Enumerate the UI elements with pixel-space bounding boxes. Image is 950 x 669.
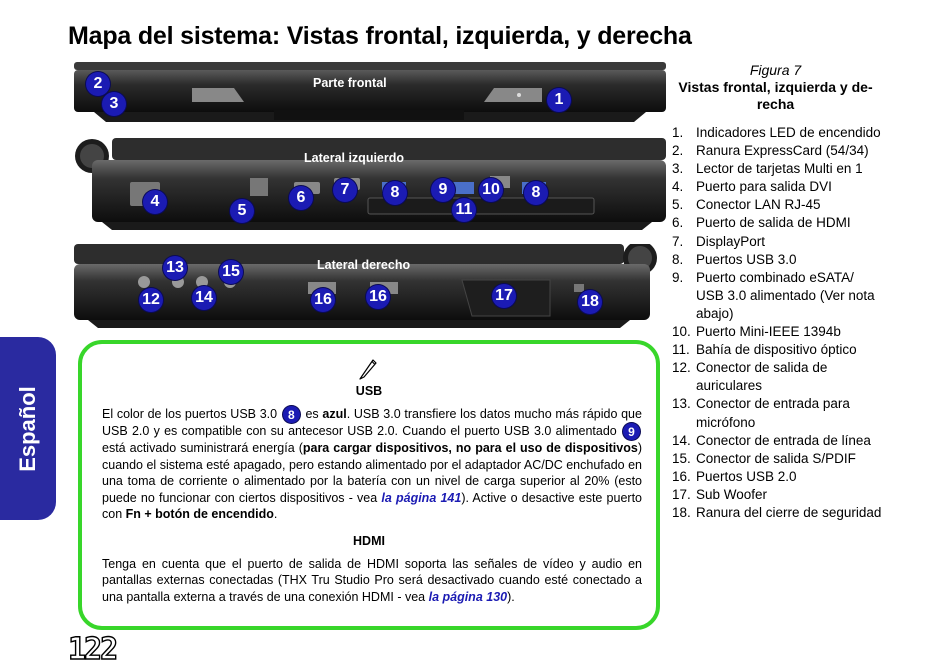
language-side-tab (0, 337, 56, 520)
list-item-number: 4. (672, 179, 684, 195)
list-item-number: 9. (672, 269, 684, 285)
list-item-text: Conector de entrada de línea (696, 432, 871, 448)
right-view-label: Lateral derecho (317, 258, 411, 272)
list-item (672, 341, 882, 359)
figure-number: Figura 7 (749, 62, 802, 78)
list-item-number: 16. (672, 468, 691, 484)
callout-badge: 11 (452, 198, 476, 222)
callout-badge: 17 (492, 284, 516, 308)
callout-badge: 8 (383, 181, 407, 205)
list-item-number: 17. (672, 486, 691, 502)
list-item (672, 178, 882, 196)
callout-badge: 10 (479, 178, 503, 202)
list-item (672, 142, 882, 160)
hdmi-heading: HDMI (353, 534, 385, 548)
list-item-number: 1. (672, 125, 684, 140)
list-item-number: 10. (672, 324, 691, 340)
list-item-text: Puerto de salida de HDMI (696, 215, 851, 231)
list-item (672, 504, 882, 522)
list-item-number: 12. (672, 360, 691, 376)
list-item-text: Sub Woofer (696, 486, 768, 502)
page-title: Mapa del sistema: Vistas frontal, izquierda, y derecha (68, 22, 692, 50)
callout-badge: 9 (431, 178, 455, 202)
callout-badge: 5 (230, 199, 254, 223)
list-item (672, 269, 882, 323)
list-item-number: 7. (672, 233, 684, 249)
figure-caption (668, 62, 883, 113)
callout-badge: 8 (283, 406, 300, 423)
callout-badge: 2 (86, 72, 110, 96)
list-item-text: Puertos USB 2.0 (696, 468, 797, 484)
list-item-number: 3. (672, 161, 684, 177)
left-view-label: Lateral izquierdo (304, 151, 405, 165)
list-item-text: Conector LAN RJ-45 (696, 197, 821, 213)
list-item-number: 15. (672, 450, 691, 466)
callout-badge: 4 (143, 190, 167, 214)
front-view-label: Parte frontal (313, 76, 387, 90)
callout-badge: 15 (219, 260, 243, 284)
usb-heading: USB (355, 384, 383, 398)
list-item-number: 2. (672, 143, 684, 159)
list-item-text: Puerto Mini-IEEE 1394b (696, 324, 841, 340)
callout-badge: 6 (289, 186, 313, 210)
page-link[interactable]: la página 141 (381, 490, 462, 505)
list-item-number: 8. (672, 251, 684, 267)
list-item-text: Indicadores LED de encendido (696, 125, 881, 140)
callout-badge: 12 (139, 288, 163, 312)
list-item (672, 432, 882, 450)
list-item-text: Ranura ExpressCard (54/34) (696, 143, 869, 159)
list-item (672, 233, 882, 251)
list-item-text: Conector de salida de auriculares (696, 360, 828, 394)
list-item (672, 486, 882, 504)
list-item (672, 468, 882, 486)
list-item-number: 11. (672, 342, 690, 358)
hdmi-paragraph: Tenga en cuenta que el puerto de salida de HDMI soporta las señales de vídeo y audio en pantallas externas conectadas (THX Tru Studio Pro será desactivado cuando esté conectado a una pantalla externa a través de una conexión HDMI - vea la página 130). (102, 557, 642, 604)
callout-badge: 14 (192, 286, 216, 310)
list-item (672, 359, 882, 395)
callout-badge: 3 (102, 92, 126, 116)
list-item-text: Puerto combinado eSATA/ USB 3.0 alimentado (Ver nota abajo) (696, 269, 875, 321)
list-item (672, 323, 882, 341)
note-box (78, 340, 660, 630)
callout-badge: 9 (623, 423, 640, 440)
list-item-text: Puerto para salida DVI (696, 179, 832, 195)
page-number: 122 (68, 632, 117, 667)
right-view-image (74, 244, 666, 328)
pencil-icon (358, 358, 378, 380)
parts-list (672, 124, 882, 522)
page-link[interactable]: la página 130 (428, 589, 508, 604)
list-item-text: Lector de tarjetas Multi en 1 (696, 161, 863, 177)
list-item (672, 124, 882, 142)
list-item-number: 6. (672, 215, 684, 231)
list-item-text: DisplayPort (696, 233, 766, 249)
list-item (672, 196, 882, 214)
list-item-text: Ranura del cierre de seguridad (696, 504, 882, 520)
callout-badge: 1 (547, 88, 571, 112)
list-item-number: 18. (672, 504, 691, 520)
list-item-text: Conector de entrada para micrófono (696, 396, 850, 430)
list-item-text: Bahía de dispositivo óptico (696, 342, 857, 358)
list-item-text: Puertos USB 3.0 (696, 251, 797, 267)
callout-badge: 18 (578, 290, 602, 314)
list-item (672, 450, 882, 468)
side-tab-label: Español (15, 385, 40, 472)
callout-badge: 16 (311, 288, 335, 312)
front-view-image (74, 62, 666, 122)
figure-title: Vistas frontal, izquierda y de-recha (678, 79, 873, 112)
list-item (672, 160, 882, 178)
callout-badge: 7 (333, 178, 357, 202)
list-item (672, 395, 882, 431)
list-item-number: 5. (672, 197, 684, 213)
callout-badge: 8 (524, 181, 548, 205)
list-item (672, 251, 882, 269)
list-item-number: 14. (672, 432, 691, 448)
callout-badge: 13 (163, 256, 187, 280)
list-item-text: Conector de salida S/PDIF (696, 450, 856, 466)
list-item (672, 214, 882, 232)
callout-badge: 16 (366, 285, 390, 309)
list-item-number: 13. (672, 396, 691, 412)
usb-paragraph: El color de los puertos USB 3.0 8 es azul. USB 3.0 transfiere los datos mucho más rápido que USB 2.0 y es compatible con su antecesor USB 2.0. Cuando el puerto USB 3.0 alimentado 9 está activado suministrará energía (para cargar dispositivos, no para el uso de dispositivos) cuando el sistema esté apagado, pero estando alimentado por el adaptador AC/DC enchufado en una toma de corriente o alimentado por la batería con un nivel de carga superior al 20% (esto puede no funcionar con ciertos dispositivos - vea la página 141). Active o desactive este puerto con Fn + botón de encendido. (102, 407, 642, 522)
